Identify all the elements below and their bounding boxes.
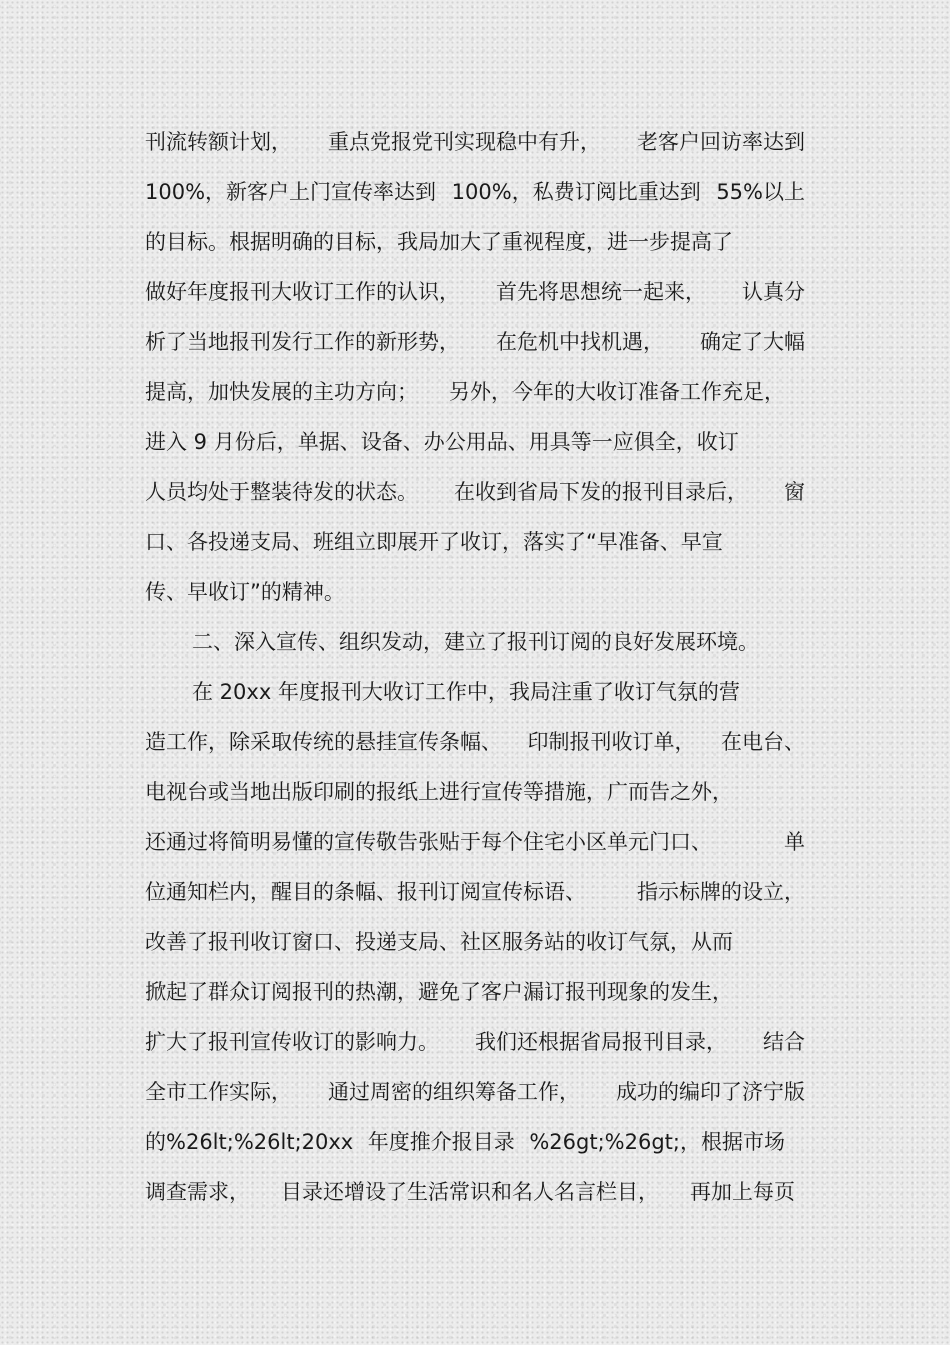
- text-line: [145, 226, 805, 258]
- text-segment: 100%，私费订阅比重达到: [451, 180, 701, 204]
- text-line: [145, 1076, 805, 1108]
- text-segment: 口、各投递支局、班组立即展开了收订，落实了“早准备、早宣: [145, 530, 723, 554]
- text-segment: 100%，新客户上门宣传率达到: [145, 180, 437, 204]
- text-segment: %26gt;%26gt;，根据市场: [529, 1130, 785, 1154]
- text-line: [145, 826, 805, 858]
- text-line: [145, 1176, 795, 1208]
- text-segment: 二、深入宣传、组织发动，建立了报刊订阅的良好发展环境。: [192, 630, 759, 654]
- text-segment: 传、早收订”的精神。: [145, 580, 345, 604]
- text-line: [145, 526, 805, 558]
- text-segment: 析了当地报刊发行工作的新形势，: [145, 330, 460, 354]
- text-segment: 刊流转额计划，: [145, 130, 292, 154]
- text-segment: 造工作，除采取传统的悬挂宣传条幅、: [145, 730, 502, 754]
- text-segment: 55%以上: [716, 180, 805, 204]
- text-segment: 改善了报刊收订窗口、投递支局、社区服务站的收订气氛，从而: [145, 930, 733, 954]
- text-line: [145, 926, 805, 958]
- text-line: [145, 276, 805, 308]
- text-line: [192, 676, 805, 708]
- section-heading: [192, 626, 805, 658]
- text-segment: 老客户回访率达到: [637, 130, 805, 154]
- text-line: [145, 476, 805, 508]
- text-segment: 掀起了群众订阅报刊的热潮，避免了客户漏订报刊现象的发生，: [145, 980, 733, 1004]
- text-line: [145, 426, 805, 458]
- text-segment: 窗: [784, 480, 805, 504]
- text-segment: 的目标。根据明确的目标，我局加大了重视程度，进一步提高了: [145, 230, 733, 254]
- text-segment: 提高，加快发展的主功方向；: [145, 380, 418, 404]
- text-segment: 重点党报党刊实现稳中有升，: [328, 130, 601, 154]
- text-segment: 印制报刊收订单，: [527, 730, 696, 754]
- text-line: [145, 976, 805, 1008]
- text-segment: 调查需求，: [145, 1180, 250, 1204]
- text-segment: 在收到省局下发的报刊目录后，: [454, 480, 748, 504]
- text-segment: 扩大了报刊宣传收订的影响力。: [145, 1030, 439, 1054]
- text-line: [145, 176, 805, 208]
- text-segment: 首先将思想统一起来，: [496, 280, 706, 304]
- text-segment: 人员均处于整装待发的状态。: [145, 480, 418, 504]
- text-segment: 的%26lt;%26lt;20xx: [145, 1130, 354, 1154]
- text-segment: 通过周密的组织筹备工作，: [328, 1080, 580, 1104]
- text-segment: 在 20xx 年度报刊大收订工作中，我局注重了收订气氛的营: [192, 680, 740, 704]
- text-segment: 再加上每页: [690, 1180, 795, 1204]
- text-line: [145, 776, 805, 808]
- text-segment: 另外，今年的大收订准备工作充足，: [449, 380, 785, 404]
- text-line: [145, 1026, 805, 1058]
- text-segment: 全市工作实际，: [145, 1080, 292, 1104]
- text-line: [145, 726, 805, 758]
- text-line: [145, 326, 805, 358]
- text-segment: 年度推介报目录: [367, 1130, 515, 1154]
- text-segment: 位通知栏内，醒目的条幅、报刊订阅宣传标语、: [145, 880, 586, 904]
- text-segment: 还通过将简明易懂的宣传敬告张贴于每个住宅小区单元门口、: [145, 830, 712, 854]
- text-line: [145, 126, 805, 158]
- text-segment: 单: [784, 830, 805, 854]
- text-segment: 指示标牌的设立，: [637, 880, 805, 904]
- text-line: [145, 576, 805, 608]
- text-segment: 进入 9 月份后，单据、设备、办公用品、用具等一应俱全，收订: [145, 430, 739, 454]
- text-segment: 认真分: [742, 280, 805, 304]
- text-segment: 成功的编印了济宁版: [616, 1080, 805, 1104]
- text-line: [145, 376, 785, 408]
- text-segment: 结合: [763, 1030, 805, 1054]
- text-segment: 在电台、: [721, 730, 805, 754]
- text-segment: 电视台或当地出版印刷的报纸上进行宣传等措施，广而告之外，: [145, 780, 733, 804]
- text-line: [145, 1126, 785, 1158]
- text-segment: 确定了大幅: [700, 330, 805, 354]
- text-segment: 做好年度报刊大收订工作的认识，: [145, 280, 460, 304]
- text-segment: 我们还根据省局报刊目录，: [475, 1030, 727, 1054]
- text-segment: 在危机中找机遇，: [496, 330, 664, 354]
- text-line: [145, 876, 805, 908]
- text-segment: 目录还增设了生活常识和名人名言栏目，: [281, 1180, 659, 1204]
